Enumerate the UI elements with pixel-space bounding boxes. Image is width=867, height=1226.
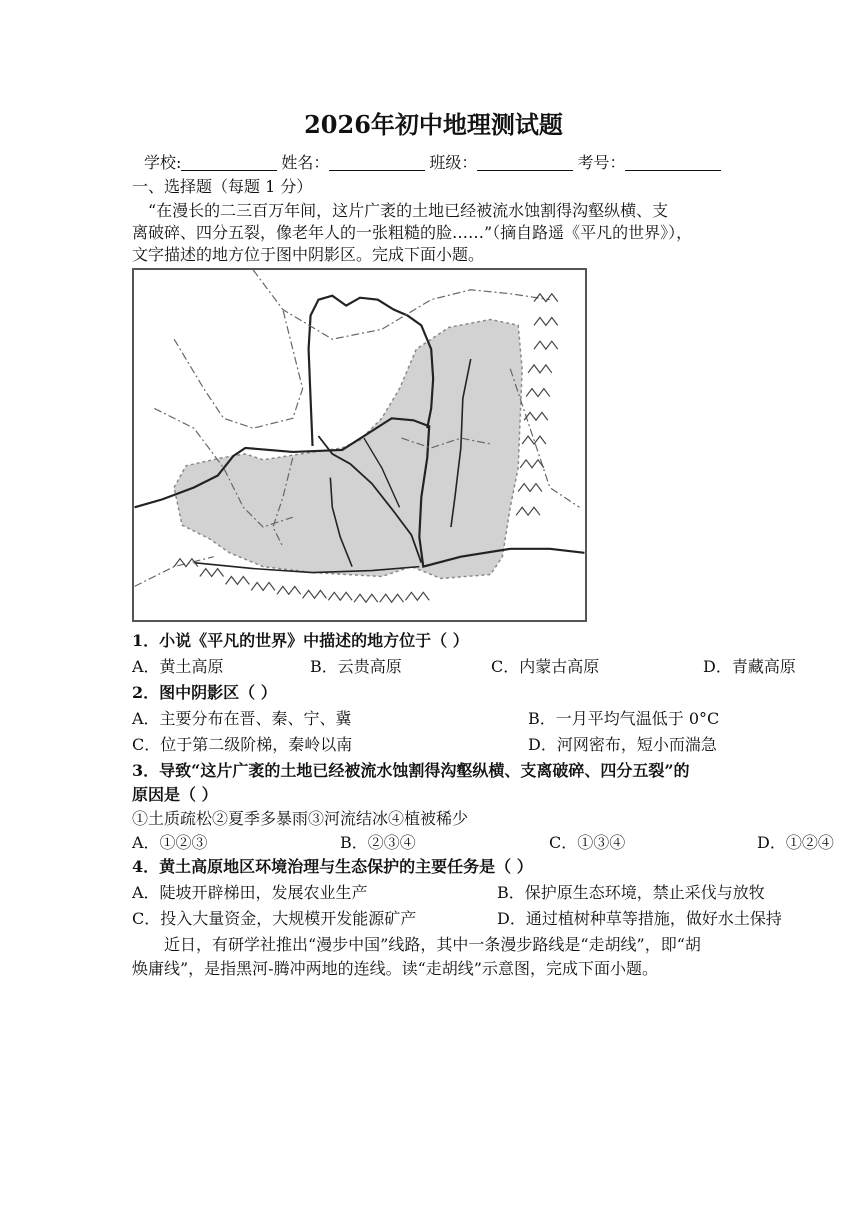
loess-plateau-map	[132, 268, 587, 622]
option-b[interactable]: B．一月平均气温低于 0°C	[528, 709, 720, 728]
option-d[interactable]: D．青藏高原	[703, 657, 796, 676]
class-label: 班级：	[429, 153, 478, 172]
name-label: 姓名：	[281, 153, 330, 172]
option-a[interactable]: A．陡坡开辟梯田，发展农业生产	[132, 883, 368, 902]
name-blank[interactable]	[329, 154, 425, 171]
question-choices: ①土质疏松②夏季多暴雨③河流结冰④植被稀少	[132, 809, 469, 828]
option-d[interactable]: D．河网密布，短小而湍急	[528, 735, 717, 754]
passage-line: 焕庸线”，是指黑河-腾冲两地的连线。读“走胡线”示意图，完成下面小题。	[132, 959, 658, 978]
option-d[interactable]: D．①②④	[757, 833, 834, 852]
school-blank[interactable]	[181, 154, 277, 171]
map-figure	[134, 270, 585, 620]
option-b[interactable]: B．云贵高原	[310, 657, 402, 676]
option-b[interactable]: B．②③④	[340, 833, 416, 852]
question-stem: 原因是（ ）	[132, 785, 218, 804]
option-c[interactable]: C．①③④	[549, 833, 626, 852]
shaded-region	[174, 319, 522, 578]
option-c[interactable]: C．内蒙古高原	[491, 657, 600, 676]
school-label: 学校:	[144, 153, 182, 172]
option-c[interactable]: C．位于第二级阶梯，秦岭以南	[132, 735, 353, 754]
option-d[interactable]: D．通过植树种草等措施，做好水土保持	[497, 909, 782, 928]
number-blank[interactable]	[625, 154, 721, 171]
section-heading: 一、选择题（每题 1 分）	[132, 177, 313, 196]
question-stem: 4．黄土高原地区环境治理与生态保护的主要任务是（ ）	[132, 857, 533, 876]
student-info-line	[144, 152, 725, 174]
class-blank[interactable]	[477, 154, 573, 171]
passage-line: 离破碎、四分五裂，像老年人的一张粗糙的脸……”（摘自路遥《平凡的世界》），	[132, 223, 693, 242]
option-a[interactable]: A．黄土高原	[132, 657, 224, 676]
number-label: 考号：	[577, 153, 626, 172]
option-b[interactable]: B．保护原生态环境，禁止采伐与放牧	[497, 883, 765, 902]
question-stem: 3．导致“这片广袤的土地已经被流水蚀割得沟壑纵横、支离破碎、四分五裂”的	[132, 761, 690, 780]
page-title: 2026年初中地理测试题	[304, 110, 563, 139]
option-a[interactable]: A．①②③	[132, 833, 208, 852]
option-c[interactable]: C．投入大量资金，大规模开发能源矿产	[132, 909, 417, 928]
question-stem: 2．图中阴影区（ ）	[132, 683, 277, 702]
question-stem: 1．小说《平凡的世界》中描述的地方位于（ ）	[132, 631, 469, 650]
option-a[interactable]: A．主要分布在晋、秦、宁、冀	[132, 709, 352, 728]
passage-line: 近日，有研学社推出“漫步中国”线路，其中一条漫步路线是“走胡线”，即“胡	[164, 935, 701, 954]
passage-line: 文字描述的地方位于图中阴影区。完成下面小题。	[132, 245, 485, 264]
passage-line: “在漫长的二三百万年间，这片广袤的土地已经被流水蚀割得沟壑纵横、支	[148, 201, 669, 220]
